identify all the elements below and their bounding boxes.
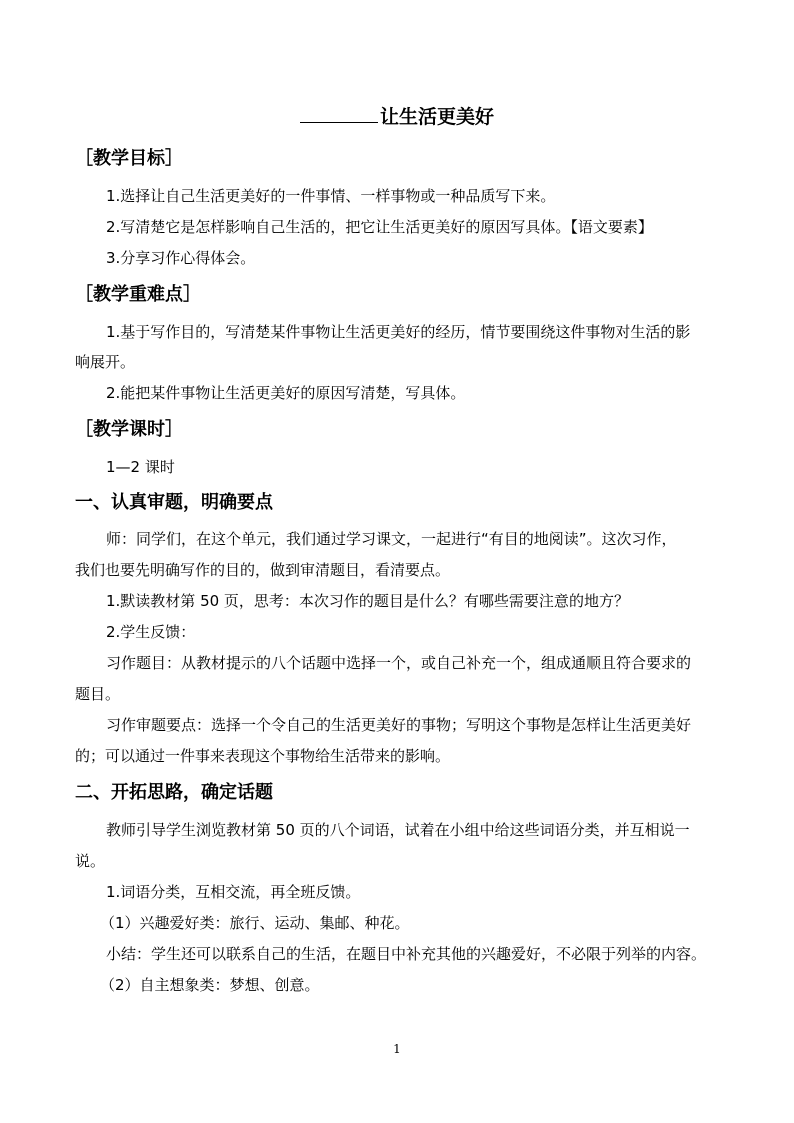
part1-paragraph-1-line-1: 师：同学们，在这个单元，我们通过学习课文，一起进行“有目的地阅读”。这次习作， xyxy=(106,530,677,548)
part1-heading: 一、认真审题，明确要点 xyxy=(75,492,273,513)
part2-paragraph-5: （2）自主想象类：梦想、创意。 xyxy=(100,976,320,994)
part1-paragraph-5-line-1: 习作审题要点：选择一个令自己的生活更美好的事物；写明这个事物是怎样让生活更美好 xyxy=(106,716,692,734)
page-number: 1 xyxy=(393,1042,401,1056)
objective-item-3: 3.分享习作心得体会。 xyxy=(106,249,256,267)
part2-paragraph-4: 小结：学生还可以联系自己的生活，在题目中补充其他的兴趣爱好，不必限于列举的内容。 xyxy=(106,945,707,963)
part2-paragraph-1-line-1: 教师引导学生浏览教材第 50 页的八个词语，试着在小组中给这些词语分类，并互相说一 xyxy=(106,821,690,839)
part2-paragraph-1-line-2: 说。 xyxy=(75,852,106,870)
part1-paragraph-5-line-2: 的；可以通过一件事来表现这个事物给生活带来的影响。 xyxy=(75,747,451,765)
part1-paragraph-4-line-1: 习作题目：从教材提示的八个话题中选择一个，或自己补充一个，组成通顺且符合要求的 xyxy=(106,654,692,672)
hours-heading: ［教学课时］ xyxy=(75,419,183,440)
difficulty-item-1-line-1: 1.基于写作目的，写清楚某件事物让生活更美好的经历，情节要围绕这件事物对生活的影 xyxy=(106,323,691,341)
title-text: 让生活更美好 xyxy=(379,106,494,128)
difficulty-item-2: 2.能把某件事物让生活更美好的原因写清楚，写具体。 xyxy=(106,384,466,402)
page-title xyxy=(0,104,794,130)
part2-paragraph-2: 1.词语分类，互相交流，再全班反馈。 xyxy=(106,883,361,901)
part2-paragraph-3: （1）兴趣爱好类：旅行、运动、集邮、种花。 xyxy=(100,914,410,932)
difficulties-heading: ［教学重难点］ xyxy=(75,284,201,305)
part1-paragraph-4-line-2: 题目。 xyxy=(75,685,121,703)
difficulty-item-1-line-2: 响展开。 xyxy=(75,353,136,371)
hours-value: 1—2 课时 xyxy=(106,458,175,476)
part2-heading: 二、开拓思路，确定话题 xyxy=(75,782,273,803)
objectives-heading: ［教学目标］ xyxy=(75,148,183,169)
part1-paragraph-2: 1.默读教材第 50 页，思考：本次习作的题目是什么？有哪些需要注意的地方？ xyxy=(106,592,629,610)
objective-item-2: 2.写清楚它是怎样影响自己生活的，把它让生活更美好的原因写具体。【语文要素】 xyxy=(106,218,653,236)
part1-paragraph-3: 2.学生反馈： xyxy=(106,623,196,641)
part1-paragraph-1-line-2: 我们也要先明确写作的目的，做到审清题目，看清要点。 xyxy=(75,561,451,579)
title-blank-line xyxy=(300,104,378,123)
objective-item-1: 1.选择让自己生活更美好的一件事情、一样事物或一种品质写下来。 xyxy=(106,187,556,205)
